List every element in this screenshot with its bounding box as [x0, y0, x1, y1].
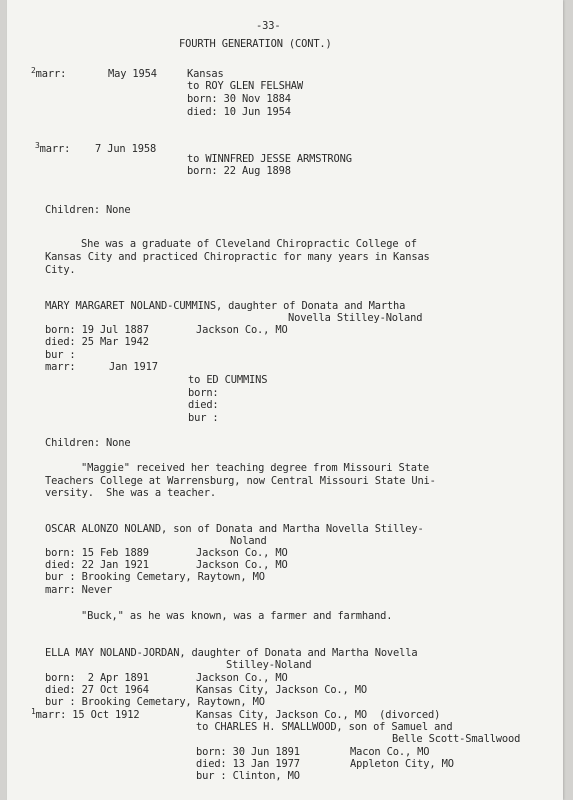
ella-spouse-2: Belle Scott-Smallwood: [392, 733, 521, 745]
para1-line2: Kansas City and practiced Chiropractic for many years in Kansas: [45, 251, 430, 263]
oscar-header-1: OSCAR ALONZO NOLAND, son of Donata and Martha Novella Stilley-: [45, 523, 424, 535]
marriage3-date: 7 Jun 1958: [95, 143, 157, 155]
ella-header-2: Stilley-Noland: [226, 659, 312, 671]
ella-spouse-died-place: Appleton City, MO: [350, 758, 454, 770]
mary-para-line2: Teachers College at Warrensburg, now Central Missouri State Uni-: [45, 475, 436, 487]
oscar-para: "Buck," as he was known, was a farmer and farmhand.: [81, 610, 393, 622]
marriage3-label: $^3$marr:: [35, 141, 71, 155]
oscar-died-place: Jackson Co., MO: [196, 559, 288, 571]
marriage2-spouse: to ROY GLEN FELSHAW: [187, 80, 304, 92]
mary-marr-date: Jan 1917: [109, 361, 158, 373]
ella-spouse-born: born: 30 Jun 1891: [196, 746, 300, 758]
page-heading: FOURTH GENERATION (CONT.): [179, 38, 332, 50]
oscar-born: born: 15 Feb 1889: [45, 547, 149, 559]
ella-marr-place: Kansas City, Jackson Co., MO (divorced): [196, 709, 441, 721]
mary-spouse: to ED CUMMINS: [188, 374, 268, 386]
ella-spouse-died: died: 13 Jan 1977: [196, 758, 300, 770]
marriage3-born: born: 22 Aug 1898: [187, 165, 291, 177]
para1-line1: She was a graduate of Cleveland Chiropractic College of: [81, 238, 417, 250]
para1-line3: City.: [45, 264, 76, 276]
mary-para-line1: "Maggie" received her teaching degree from Missouri State: [81, 462, 430, 474]
mary-spouse-died: died:: [188, 399, 219, 411]
page-number: -33-: [256, 20, 281, 32]
ella-spouse: to CHARLES H. SMALLWOOD, son of Samuel and: [196, 721, 453, 733]
ella-marr-number: 1: [31, 707, 36, 716]
mary-born-place: Jackson Co., MO: [196, 324, 288, 336]
ella-born: born: 2 Apr 1891: [45, 672, 149, 684]
mary-header-1: MARY MARGARET NOLAND-CUMMINS, daughter of Donata and Martha: [45, 300, 406, 312]
marriage3-spouse: to WINNFRED JESSE ARMSTRONG: [187, 153, 352, 165]
oscar-header-2: Noland: [230, 535, 267, 547]
children-none-1: Children: None: [45, 204, 131, 216]
ella-spouse-bur: bur : Clinton, MO: [196, 770, 300, 782]
ella-marr: $^1$marr: 15 Oct 1912: [31, 707, 140, 721]
marriage2-date: May 1954: [108, 68, 157, 80]
mary-children: Children: None: [45, 437, 131, 449]
mary-died: died: 25 Mar 1942: [45, 336, 149, 348]
document-page: [7, 0, 563, 800]
oscar-born-place: Jackson Co., MO: [196, 547, 288, 559]
mary-born: born: 19 Jul 1887: [45, 324, 149, 336]
oscar-marr: marr: Never: [45, 584, 113, 596]
mary-spouse-born: born:: [188, 387, 219, 399]
ella-died-place: Kansas City, Jackson Co., MO: [196, 684, 367, 696]
marriage2-died: died: 10 Jun 1954: [187, 106, 291, 118]
ella-died: died: 27 Oct 1964: [45, 684, 149, 696]
ella-born-place: Jackson Co., MO: [196, 672, 288, 684]
marriage2-place: Kansas: [187, 68, 224, 80]
mary-marr-label: marr:: [45, 361, 76, 373]
marriage2-born: born: 30 Nov 1884: [187, 93, 291, 105]
marriage2-label: $^2$marr:: [31, 66, 67, 80]
mary-header-2: Novella Stilley-Noland: [288, 312, 423, 324]
ella-header-1: ELLA MAY NOLAND-JORDAN, daughter of Donata and Martha Novella: [45, 647, 418, 659]
mary-spouse-bur: bur :: [188, 412, 219, 424]
mary-bur: bur :: [45, 349, 76, 361]
oscar-died: died: 22 Jan 1921: [45, 559, 149, 571]
marriage3-number: 3: [35, 141, 40, 150]
oscar-bur: bur : Brooking Cemetary, Raytown, MO: [45, 571, 265, 583]
marriage2-number: 2: [31, 66, 36, 75]
ella-bur: bur : Brooking Cemetary, Raytown, MO: [45, 696, 265, 708]
mary-para-line3: versity. She was a teacher.: [45, 487, 216, 499]
ella-spouse-born-place: Macon Co., MO: [350, 746, 430, 758]
